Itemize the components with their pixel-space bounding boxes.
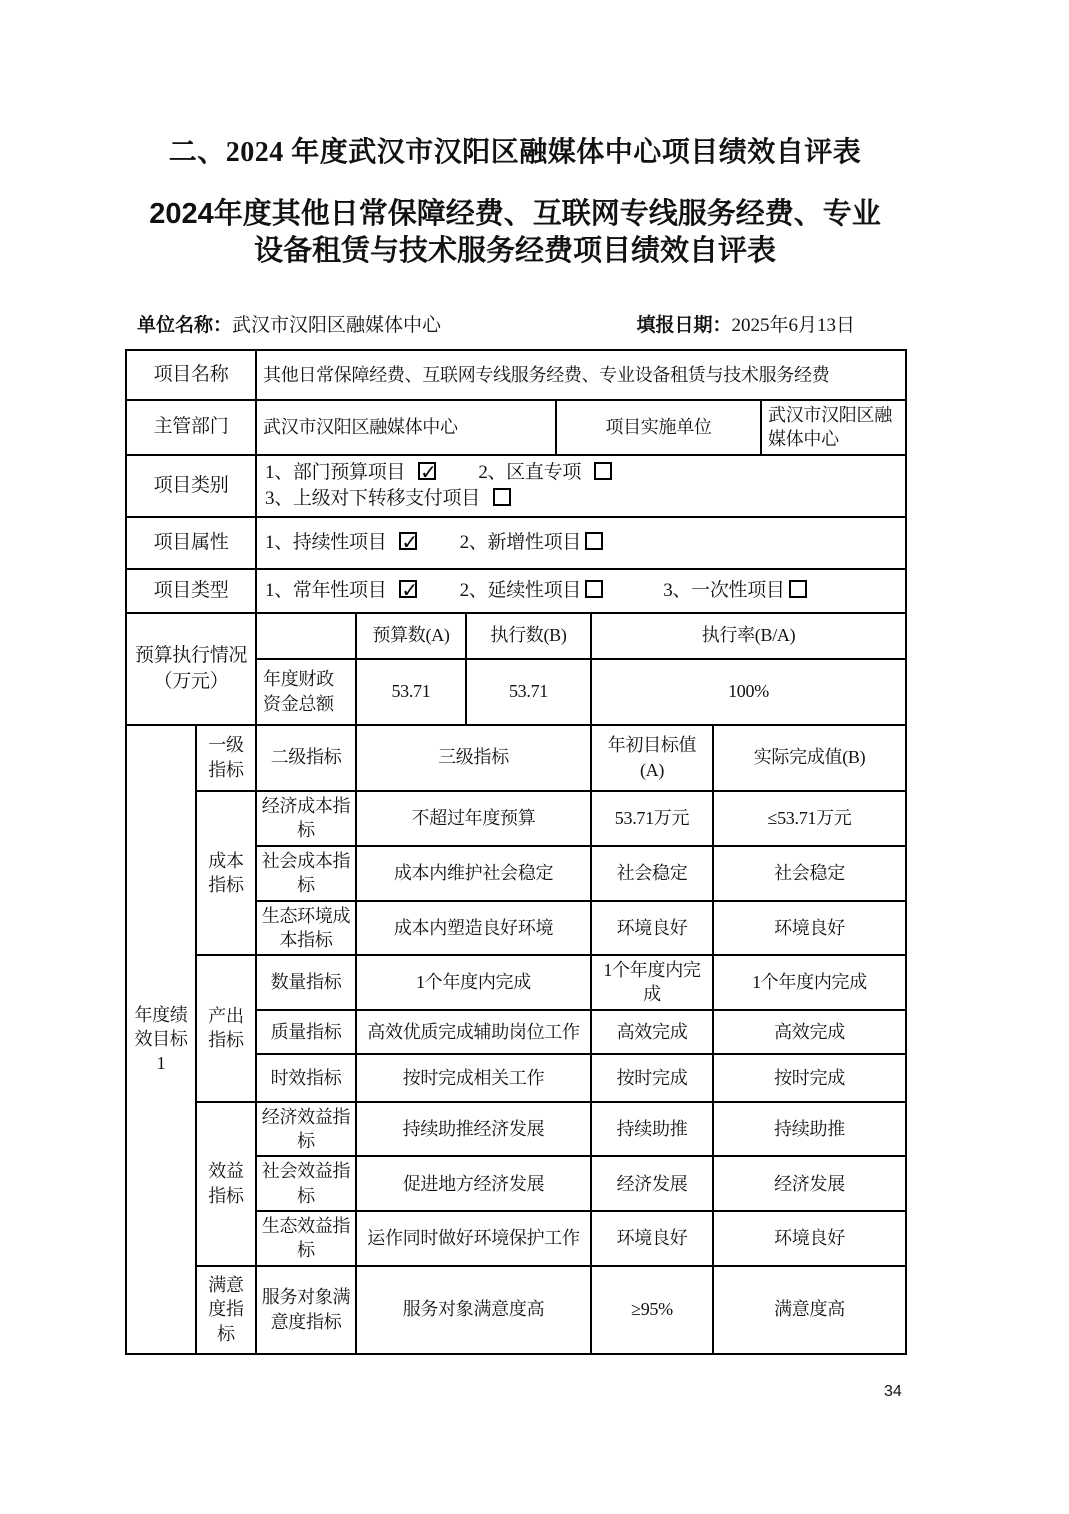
indicator-level2: 数量指标	[256, 955, 356, 1010]
project-name-label: 项目名称	[126, 350, 256, 400]
indicator-level2: 经济效益指标	[256, 1102, 356, 1157]
indicator-level3: 成本内塑造良好环境	[356, 901, 591, 956]
indicator-level3: 成本内维护社会稳定	[356, 846, 591, 901]
indicator-level2: 服务对象满意度指标	[256, 1266, 356, 1354]
category-option-3	[265, 488, 511, 508]
budget-value-b: 53.71	[466, 659, 591, 725]
indicator-target: 按时完成	[591, 1054, 713, 1102]
budget-col-b-header: 执行数(B)	[466, 613, 591, 659]
type-option-3	[663, 580, 806, 600]
attribute-label: 项目属性	[126, 517, 256, 569]
table-row	[126, 955, 906, 1010]
impl-unit-value: 武汉市汉阳区融媒体中心	[761, 400, 906, 455]
table-row	[126, 350, 906, 400]
indicator-level3: 服务对象满意度高	[356, 1266, 591, 1354]
unit-name	[137, 310, 441, 337]
indicator-actual: 持续助推	[713, 1102, 906, 1157]
indicator-actual: 经济发展	[713, 1156, 906, 1211]
indicator-level2: 生态效益指标	[256, 1211, 356, 1266]
indicator-level2: 社会成本指标	[256, 846, 356, 901]
department-value: 武汉市汉阳区融媒体中心	[256, 400, 556, 455]
target-header: 年初目标值(A)	[591, 725, 713, 791]
indicator-target: 1个年度内完成	[591, 955, 713, 1010]
indicator-level2: 生态环境成本指标	[256, 901, 356, 956]
type-label: 项目类型	[126, 569, 256, 613]
indicator-level3: 按时完成相关工作	[356, 1054, 591, 1102]
indicator-target: 高效完成	[591, 1010, 713, 1054]
indicator-actual: 环境良好	[713, 901, 906, 956]
page-subtitle-line2: 设备租赁与技术服务经费项目绩效自评表	[253, 235, 776, 267]
type-option-2	[460, 580, 603, 600]
indicator-target: 53.71万元	[591, 791, 713, 846]
indicator-actual: 高效完成	[713, 1010, 906, 1054]
indicator-actual: 1个年度内完成	[713, 955, 906, 1010]
self-eval-table	[125, 349, 907, 1355]
document-body	[125, 0, 905, 1355]
table-row	[126, 725, 906, 791]
fill-date-label: 填报日期：	[636, 315, 732, 336]
page-number: 34	[884, 1383, 902, 1400]
checkbox-icon	[789, 580, 807, 598]
fill-date-value: 2025年6月13日	[731, 315, 855, 336]
goal-label: 年度绩效目标1	[126, 725, 196, 1354]
page-subtitle	[125, 196, 905, 270]
page-subtitle-line1: 2024年度其他日常保障经费、互联网专线服务经费、专业	[149, 198, 881, 230]
group-satisfaction-label: 满意度指标	[196, 1266, 256, 1354]
actual-header: 实际完成值(B)	[713, 725, 906, 791]
page-title: 二、2024 年度武汉市汉阳区融媒体中心项目绩效自评表	[168, 137, 862, 168]
budget-label-line1: 预算执行情况	[134, 644, 248, 666]
indicator-level3: 1个年度内完成	[356, 955, 591, 1010]
indicator-level2: 时效指标	[256, 1054, 356, 1102]
attribute-options	[256, 517, 906, 569]
indicator-level3: 不超过年度预算	[356, 791, 591, 846]
indicator-level3: 运作同时做好环境保护工作	[356, 1211, 591, 1266]
type-option-2-label: 2、延续性项目	[459, 579, 582, 601]
checkbox-icon	[493, 488, 511, 506]
meta-line	[125, 310, 905, 337]
indicator-target: 社会稳定	[591, 846, 713, 901]
indicator-level3: 促进地方经济发展	[356, 1156, 591, 1211]
table-row	[126, 613, 906, 659]
category-option-1-label: 1、部门预算项目	[265, 461, 406, 483]
indicator-target: 持续助推	[591, 1102, 713, 1157]
budget-empty-cell	[256, 613, 356, 659]
indicator-target: 环境良好	[591, 901, 713, 956]
level3-header: 三级指标	[356, 725, 591, 791]
level2-header: 二级指标	[256, 725, 356, 791]
budget-col-a-header: 预算数(A)	[356, 613, 466, 659]
indicator-actual: ≤53.71万元	[713, 791, 906, 846]
group-benefit-label: 效益指标	[196, 1102, 256, 1266]
table-row	[126, 569, 906, 613]
level1-header: 一级指标	[196, 725, 256, 791]
indicator-target: ≥95%	[591, 1266, 713, 1354]
table-row	[126, 400, 906, 455]
checkbox-checked-icon	[399, 580, 417, 598]
budget-row-label: 年度财政资金总额	[256, 659, 356, 725]
attribute-option-2-label: 2、新增性项目	[459, 531, 582, 553]
group-output-label: 产出指标	[196, 955, 256, 1102]
department-label: 主管部门	[126, 400, 256, 455]
indicator-target: 环境良好	[591, 1211, 713, 1266]
budget-label-line2: （万元）	[153, 670, 229, 692]
type-option-1-label: 1、常年性项目	[265, 579, 387, 601]
checkbox-checked-icon	[399, 532, 417, 550]
indicator-actual: 社会稳定	[713, 846, 906, 901]
attribute-option-1-label: 1、持续性项目	[265, 531, 387, 553]
table-row	[126, 1102, 906, 1157]
indicator-level2: 经济成本指标	[256, 791, 356, 846]
category-option-2	[478, 462, 612, 482]
budget-value-a: 53.71	[356, 659, 466, 725]
impl-unit-label: 项目实施单位	[556, 400, 761, 455]
table-row	[126, 455, 906, 517]
indicator-level3: 持续助推经济发展	[356, 1102, 591, 1157]
group-cost-label: 成本指标	[196, 791, 256, 956]
fill-date	[636, 310, 855, 337]
type-option-1	[265, 580, 417, 600]
table-row	[126, 1266, 906, 1354]
indicator-actual: 按时完成	[713, 1054, 906, 1102]
budget-label	[126, 613, 256, 725]
category-options	[256, 455, 906, 517]
checkbox-icon	[594, 462, 612, 480]
unit-name-value: 武汉市汉阳区融媒体中心	[232, 315, 442, 336]
checkbox-checked-icon	[418, 462, 436, 480]
indicator-level3: 高效优质完成辅助岗位工作	[356, 1010, 591, 1054]
checkbox-icon	[585, 580, 603, 598]
table-row	[126, 791, 906, 846]
type-option-3-label: 3、一次性项目	[663, 579, 785, 601]
attribute-option-1	[265, 532, 417, 552]
attribute-option-2	[460, 532, 603, 552]
project-name-value: 其他日常保障经费、互联网专线服务经费、专业设备租赁与技术服务经费	[256, 350, 906, 400]
indicator-actual: 环境良好	[713, 1211, 906, 1266]
indicator-level2: 质量指标	[256, 1010, 356, 1054]
indicator-level2: 社会效益指标	[256, 1156, 356, 1211]
category-option-2-label: 2、区直专项	[478, 461, 582, 483]
category-option-1	[265, 462, 436, 482]
category-label: 项目类别	[126, 455, 256, 517]
indicator-actual: 满意度高	[713, 1266, 906, 1354]
unit-name-label: 单位名称：	[137, 315, 233, 336]
budget-value-rate: 100%	[591, 659, 906, 725]
indicator-target: 经济发展	[591, 1156, 713, 1211]
budget-col-rate-header: 执行率(B/A)	[591, 613, 906, 659]
type-options	[256, 569, 906, 613]
checkbox-icon	[585, 532, 603, 550]
table-row	[126, 517, 906, 569]
category-option-3-label: 3、上级对下转移支付项目	[265, 487, 480, 509]
